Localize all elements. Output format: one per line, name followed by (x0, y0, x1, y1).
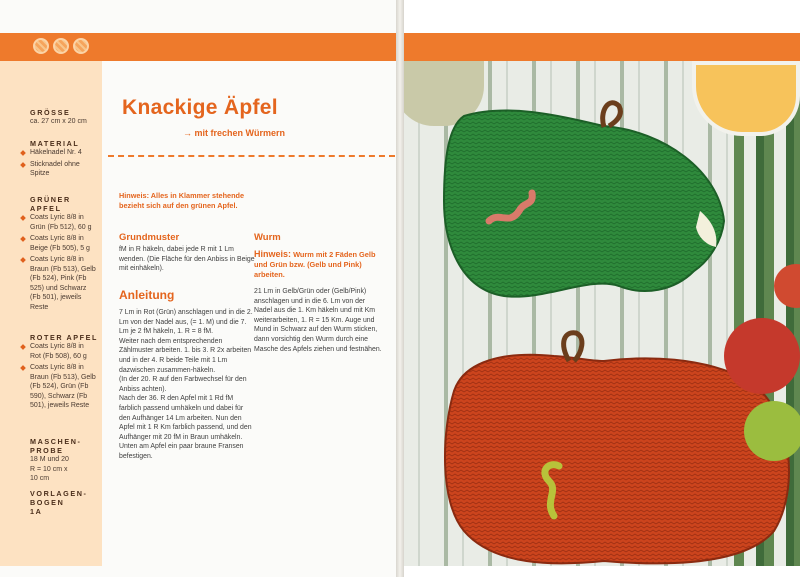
note-text: Alles in Klammer stehende bezieht sich auf den grünen Apfel. (119, 191, 245, 210)
gauge-text: 18 M und 20 R = 10 cm x 10 cm (30, 456, 69, 482)
size-section (0, 108, 102, 127)
red-apple (445, 355, 789, 564)
material-section (0, 139, 102, 181)
dashed-divider (108, 155, 395, 157)
page-title: Knackige Äpfel (122, 96, 278, 119)
instructions-heading: Anleitung (119, 288, 175, 302)
red-apple-hanger (564, 333, 582, 361)
size-heading: GRÖSSE (30, 108, 71, 117)
header-band-right (404, 33, 800, 61)
red-apple-fruit (774, 264, 800, 308)
worm-heading: Wurm (254, 232, 281, 243)
template-section (0, 489, 102, 516)
size-text: ca. 27 cm x 20 cm (30, 118, 87, 125)
yarn-ball-icon (53, 38, 69, 54)
red-apple-heading: ROTER APFEL (30, 333, 99, 342)
note-label: Hinweis: (119, 191, 150, 200)
red-apple-item: Coats Lyric 8/8 in Braun (Fb 513), Gelb (Fb 524), Grün (Fb 590), Schwarz (Fb 501), jeweils Reste (0, 363, 102, 411)
template-heading: VORLAGEN-BOGEN 1A (30, 489, 88, 516)
red-apple-section (0, 333, 102, 413)
worm-text: 21 Lm in Gelb/Grün oder (Gelb/Pink) anschlagen und in die 6. Lm von der Nadel aus die 1. Km häkeln und mit Km weiterarbeiten, 1. R = 15 Km. Auge und Mund in Schwarz auf den Wurm sticken, dann vorsichtig den Wurm durch eine Masche des Apfels ziehen und festnähen. (254, 288, 382, 353)
gauge-section (0, 437, 102, 484)
basic-pattern-heading: Grundmuster (119, 232, 180, 243)
yarn-ball-icon (33, 38, 49, 54)
green-apple-item: Coats Lyric 8/8 in Grün (Fb 512), 60 g (0, 213, 102, 232)
material-item: Sticknadel ohne Spitze (0, 160, 102, 179)
material-item: Häkelnadel Nr. 4 (0, 148, 102, 158)
note-box (119, 191, 254, 211)
green-apple (444, 111, 724, 297)
apple-illustration (404, 61, 800, 566)
apple-potholders-photo (404, 61, 800, 566)
instructions-text: 7 Lm in Rot (Grün) anschlagen und in die 2. Lm von der Nadel aus, (= 1. M) und die 7. Lm je 2 fM häkeln, 1. R = 8 fM. Weiter nach dem entsprechenden Zählmuster arbeiten. 1. bis 3. R 2x arbeiten und in der 4. R beide Teile mit 1 Lm dazwischen zusammen-häkeln. (In der 20. R auf den Farbwechsel für den Anbiss achten). Nach der 36. R den Apfel mit 1 Rd fM farblich passend umhäkeln und dabei für den Aufhänger 14 Lm arbeiten. Nun den Apfel mit 1 R Km farblich passend, und den Aufhänger mit 20 fM in Braun umhäkeln. Unten am Apfel ein paar braune Fransen befestigen. (119, 309, 253, 460)
green-apple-section (0, 195, 102, 314)
worm-note-text: Wurm mit 2 Fäden Gelb und Grün bzw. (Gelb und Pink) arbeiten. (254, 250, 376, 279)
materials-sidebar (0, 61, 102, 566)
red-apple-item: Coats Lyric 8/8 in Rot (Fb 508), 60 g (0, 342, 102, 361)
worm-note-label: Hinweis: (254, 249, 292, 259)
gauge-heading: MASCHEN-PROBE (30, 437, 82, 455)
red-apple-fruit (724, 318, 800, 394)
page-subtitle: → mit frechen Würmern (183, 128, 286, 138)
material-heading: MATERIAL (30, 139, 80, 148)
basic-pattern-text: fM in R häkeln, dabei jede R mit 1 Lm wenden. (Die Fläche für den Anbiss in Beige mit einhäkeln). (119, 246, 255, 273)
green-apple-item: Coats Lyric 8/8 in Beige (Fb 505), 5 g (0, 234, 102, 253)
yarn-ball-icon (73, 38, 89, 54)
green-apple-item: Coats Lyric 8/8 in Braun (Fb 513), Gelb (Fb 524), Pink (Fb 525) und Schwarz (Fb 501), jeweils Reste (0, 255, 102, 312)
green-apple-heading: GRÜNER APFEL (30, 195, 71, 213)
green-apple-hanger (603, 103, 621, 127)
worm-note (254, 249, 379, 280)
